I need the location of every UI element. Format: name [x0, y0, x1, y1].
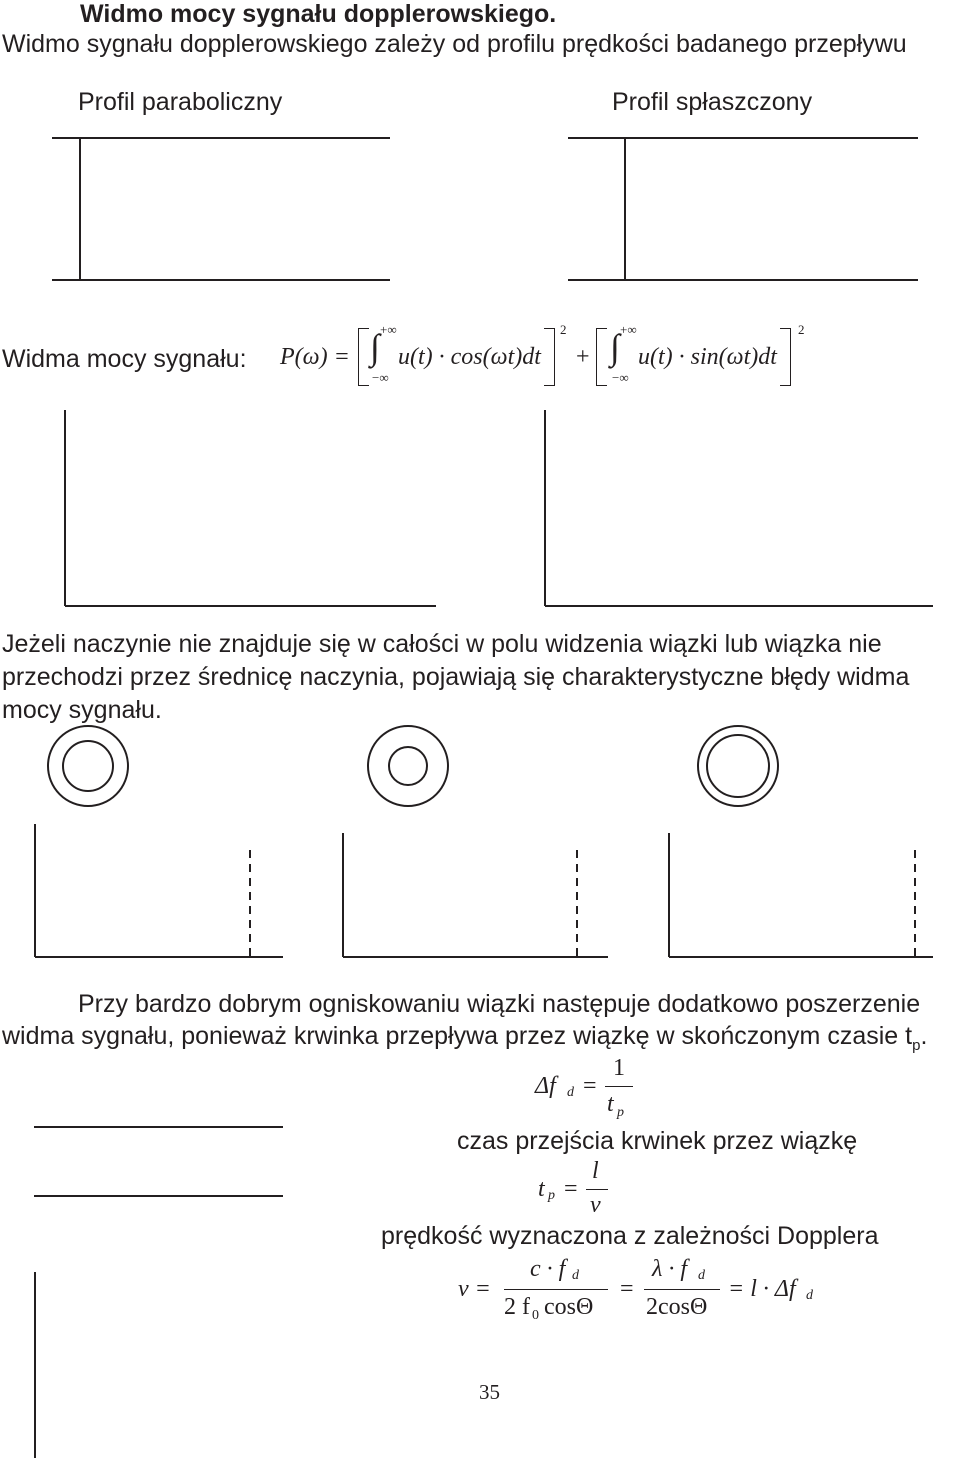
- vessel-section-1: [48, 726, 128, 806]
- profile-parabolic-label: Profil paraboliczny: [78, 88, 283, 116]
- eq-df-lhs-sub: d: [567, 1085, 574, 1100]
- integral-lower-1: −∞: [372, 370, 389, 385]
- formula-lhs: P(ω) =: [280, 344, 350, 370]
- integral-upper-1: +∞: [380, 322, 397, 337]
- eq-v-den1: 2 f: [504, 1294, 530, 1320]
- eq-v-fraction-bar-2: [644, 1289, 720, 1290]
- equation-delta-f: [535, 1055, 645, 1125]
- equation-transit-time: [538, 1158, 618, 1224]
- term-sin: u(t) · sin(ωt)dt: [638, 344, 777, 370]
- error-spectrum-axes-2: [343, 833, 608, 957]
- eq-v-num2: λ · f: [652, 1256, 688, 1282]
- eq-v-equals-2: =: [620, 1276, 634, 1302]
- eq-df-denominator-sub: p: [617, 1105, 624, 1120]
- focus-line-2-sub: p: [912, 1037, 921, 1054]
- integral-sign-2: ∫: [610, 327, 620, 367]
- eq-v-lhs: v =: [458, 1276, 491, 1302]
- spectrum-axes-flat: [545, 410, 933, 606]
- intro-text: Widmo sygnału dopplerowskiego zależy od profilu prędkości badanego przepływu: [2, 30, 907, 58]
- eq-df-denominator: t: [607, 1091, 614, 1117]
- spectrum-axes-parabolic: [65, 410, 436, 606]
- errors-line-1: Jeżeli naczynie nie znajduje się w całości w polu widzenia wiązki lub wiązka nie: [2, 630, 882, 658]
- eq-v-eq3-sub: d: [806, 1288, 813, 1303]
- error-spectrum-axes-3: [669, 833, 933, 957]
- vessel-flat: [568, 138, 918, 280]
- eq-tp-equals: =: [564, 1176, 578, 1202]
- eq-df-lhs: Δf: [535, 1073, 556, 1099]
- errors-line-3: mocy sygnału.: [2, 696, 162, 724]
- power-2: 2: [798, 322, 805, 337]
- focus-line-2: [2, 1022, 927, 1054]
- plus-sign: +: [576, 344, 590, 370]
- eq-v-den2: 2cosΘ: [646, 1294, 708, 1320]
- eq-v-num2-sub: d: [698, 1268, 705, 1283]
- integral-upper-2: +∞: [620, 322, 637, 337]
- equation-doppler-velocity: [458, 1256, 818, 1326]
- eq-tp-fraction-bar: [586, 1189, 608, 1190]
- spectrum-label: Widma mocy sygnału:: [2, 345, 247, 373]
- vessel-section-2: [368, 726, 448, 806]
- focus-line-2-text: widma sygnału, ponieważ krwinka przepływa przez wiązkę w skończonym czasie t: [2, 1022, 913, 1050]
- focus-line-2-end: .: [920, 1022, 928, 1050]
- error-spectrum-axes-1: [35, 824, 283, 957]
- transit-time-label: czas przejścia krwinek przez wiązkę: [457, 1127, 858, 1155]
- eq-v-num1: c · f: [530, 1256, 566, 1282]
- eq-tp-denominator: v: [590, 1192, 601, 1218]
- power-1: 2: [560, 322, 567, 337]
- eq-v-fraction-bar-1: [504, 1289, 608, 1290]
- velocity-label: prędkość wyznaczona z zależności Dopplera: [381, 1222, 879, 1250]
- term-cos: u(t) · cos(ωt)dt: [398, 344, 541, 370]
- eq-v-equals-3: = l · Δf: [728, 1276, 796, 1302]
- eq-tp-lhs: t: [538, 1176, 545, 1202]
- eq-tp-numerator: l: [592, 1158, 599, 1184]
- beam-vessel-lines: [34, 1127, 283, 1196]
- vessel-parabolic: [52, 138, 390, 280]
- eq-df-fraction-bar: [605, 1086, 633, 1087]
- page-number: 35: [479, 1380, 500, 1404]
- eq-v-den1-tail: cosΘ: [544, 1294, 594, 1320]
- eq-df-equals: =: [583, 1073, 597, 1099]
- integral-lower-2: −∞: [612, 370, 629, 385]
- vessel-section-3: [698, 726, 778, 806]
- eq-tp-lhs-sub: p: [548, 1188, 555, 1203]
- eq-df-numerator: 1: [613, 1055, 625, 1081]
- profile-flat-label: Profil spłaszczony: [612, 88, 813, 116]
- integral-sign-1: ∫: [370, 327, 380, 367]
- errors-line-2: przechodzi przez średnicę naczynia, pojawiają się charakterystyczne błędy widma: [2, 663, 910, 691]
- eq-v-den1-sub: 0: [532, 1308, 539, 1323]
- focus-line-1: Przy bardzo dobrym ogniskowaniu wiązki następuje dodatkowo poszerzenie: [78, 990, 921, 1018]
- eq-v-num1-sub: d: [572, 1268, 579, 1283]
- page-heading: Widmo mocy sygnału dopplerowskiego.: [80, 0, 557, 28]
